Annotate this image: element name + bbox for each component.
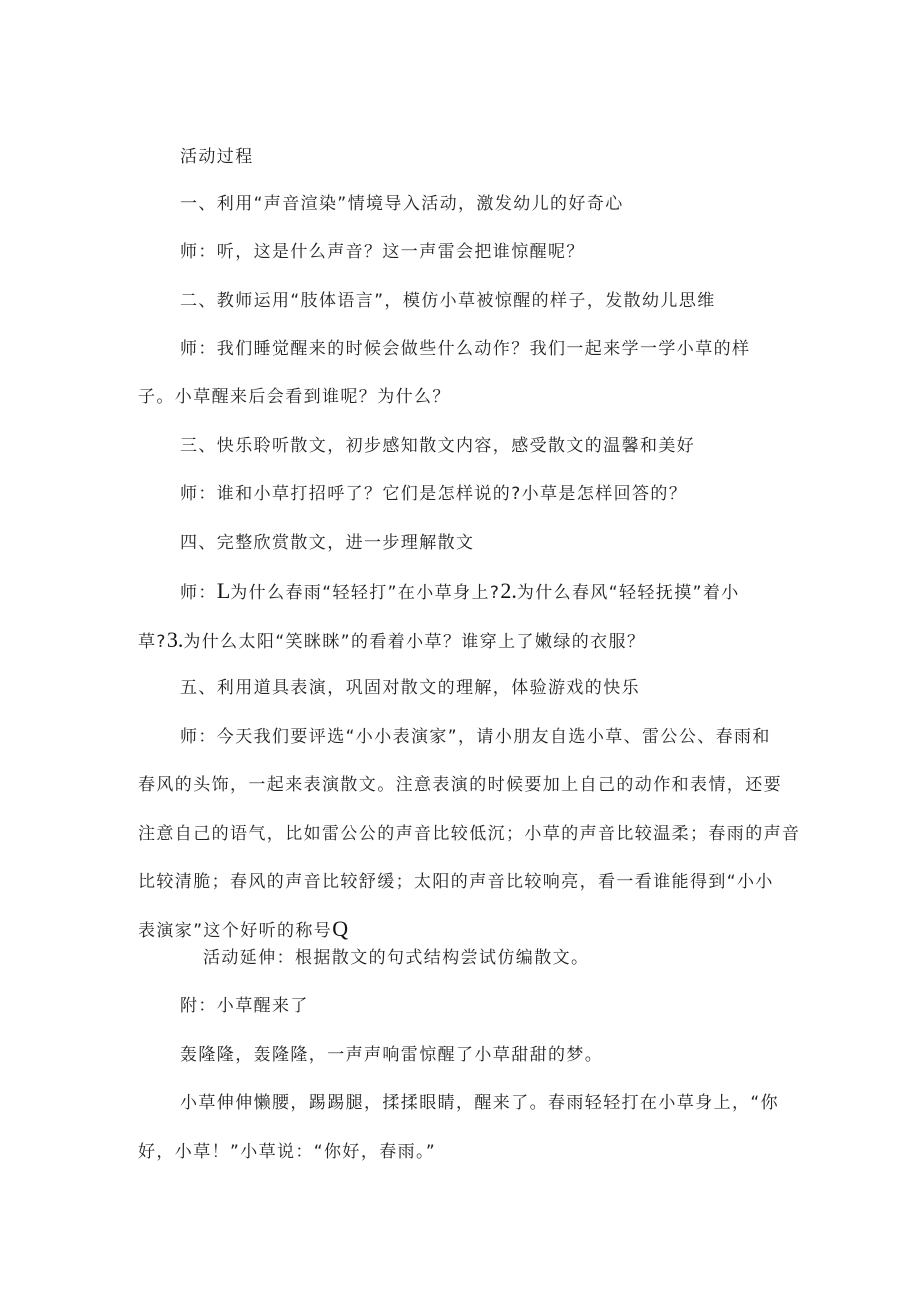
teacher-line-2a: 师：我们睡觉醒来的时候会做些什么动作？我们一起来学一学小草的样 <box>180 339 751 359</box>
teacher-line-2b: 子。小草醒来后会看到谁呢？为什么？ <box>138 387 451 407</box>
teacher-line-4a <box>180 579 740 605</box>
line-end-marker: Q <box>332 916 349 941</box>
activity-heading: 活动过程 <box>180 147 254 167</box>
question-1: 为什么春雨“轻轻打”在小草身上? <box>230 583 501 603</box>
teacher-line-5e-text: 表演家”这个好听的称号 <box>138 921 333 941</box>
question-3: 为什么太阳“笑眯眯”的看着小草？谁穿上了嫩绿的衣服？ <box>183 632 646 652</box>
teacher-line-5a: 师：今天我们要评选“小小表演家”，请小朋友自选小草、雷公公、春雨和 <box>180 727 771 747</box>
question-2: 为什么春风“轻轻抚摸”着小 <box>516 583 740 603</box>
teacher-label: 师： <box>180 583 217 603</box>
poem-line-2a: 小草伸伸懒腰，踢踢腿，揉揉眼睛，醒来了。春雨轻轻打在小草身上，“你 <box>180 1093 780 1113</box>
list-marker-1: L <box>216 578 231 603</box>
question-2-end: 草? <box>138 632 167 652</box>
list-marker-2: 2. <box>500 578 517 603</box>
section-4-heading: 四、完整欣赏散文，进一步理解散文 <box>180 533 475 553</box>
section-5-heading: 五、利用道具表演，巩固对散文的理解，体验游戏的快乐 <box>180 678 640 698</box>
teacher-line-5c: 注意自己的语气，比如雷公公的声音比较低沉；小草的声音比较温柔；春雨的声音 <box>138 824 801 844</box>
teacher-line-4b <box>138 628 645 654</box>
section-3-heading: 三、快乐聆听散文，初步感知散文内容，感受散文的温馨和美好 <box>180 436 696 456</box>
section-2-heading: 二、教师运用“肢体语言”，模仿小草被惊醒的样子，发散幼儿思维 <box>180 291 716 311</box>
poem-line-2b: 好，小草！”小草说：“你好，春雨。” <box>138 1142 437 1162</box>
activity-extension: 活动延伸：根据散文的句式结构尝试仿编散文。 <box>203 948 590 968</box>
poem-line-1: 轰隆隆，轰隆隆，一声声响雷惊醒了小草甜甜的梦。 <box>180 1045 604 1065</box>
teacher-line-5e <box>138 917 348 943</box>
section-1-heading: 一、利用“声音渲染”情境导入活动，激发幼儿的好奇心 <box>180 194 624 214</box>
teacher-line-1: 师：听，这是什么声音？这一声雷会把谁惊醒呢？ <box>180 242 585 262</box>
teacher-line-5d: 比较清脆；春风的声音比较舒缓；太阳的声音比较响亮，看一看谁能得到“小小 <box>138 872 774 892</box>
appendix-title: 附：小草醒来了 <box>180 996 309 1016</box>
teacher-line-5b: 春风的头饰，一起来表演散文。注意表演的时候要加上自己的动作和表情，还要 <box>138 775 782 795</box>
teacher-line-3: 师：谁和小草打招呼了？它们是怎样说的?小草是怎样回答的？ <box>180 484 688 504</box>
list-marker-3: 3. <box>166 627 184 652</box>
